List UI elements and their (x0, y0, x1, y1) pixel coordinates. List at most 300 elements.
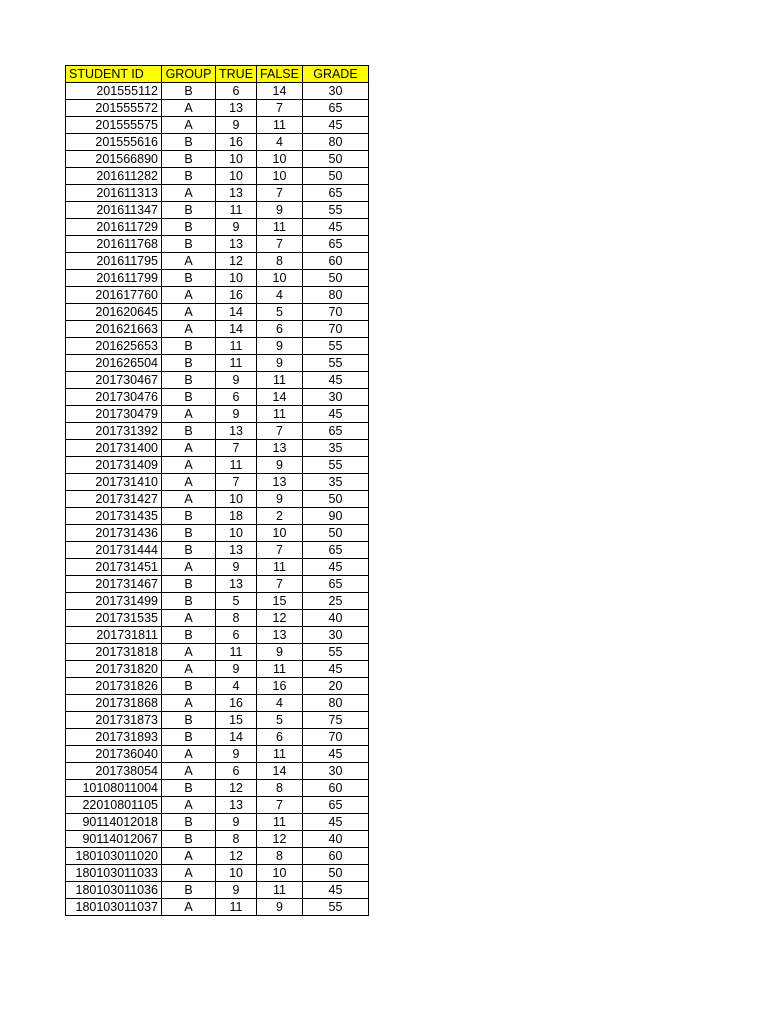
grade-cell[interactable]: 55 (302, 899, 368, 916)
grade-cell[interactable]: 30 (302, 389, 368, 406)
group-cell[interactable]: B (162, 542, 216, 559)
true-cell[interactable]: 9 (216, 746, 257, 763)
true-cell[interactable]: 11 (216, 644, 257, 661)
true-cell[interactable]: 11 (216, 899, 257, 916)
table-row (66, 304, 369, 321)
student-id-cell[interactable]: 201731499 (66, 593, 162, 610)
false-cell[interactable]: 12 (257, 610, 303, 627)
student-id-cell[interactable]: 201731409 (66, 457, 162, 474)
true-cell[interactable]: 9 (216, 814, 257, 831)
false-cell[interactable]: 13 (257, 440, 303, 457)
student-id-cell[interactable]: 201555112 (66, 83, 162, 100)
student-id-cell[interactable]: 201621663 (66, 321, 162, 338)
student-id-cell[interactable]: 201731444 (66, 542, 162, 559)
grade-cell[interactable]: 50 (302, 168, 368, 185)
grade-cell[interactable]: 60 (302, 253, 368, 270)
table-row (66, 678, 369, 695)
table-row (66, 559, 369, 576)
student-id-cell[interactable]: 201611799 (66, 270, 162, 287)
column-header-false[interactable]: FALSE (257, 66, 303, 83)
table-row (66, 100, 369, 117)
student-id-cell[interactable]: 201611282 (66, 168, 162, 185)
true-cell[interactable]: 9 (216, 219, 257, 236)
false-cell[interactable]: 7 (257, 423, 303, 440)
student-id-cell[interactable]: 201620645 (66, 304, 162, 321)
true-cell[interactable]: 6 (216, 83, 257, 100)
table-row (66, 83, 369, 100)
grade-cell[interactable]: 20 (302, 678, 368, 695)
false-cell[interactable]: 11 (257, 117, 303, 134)
group-cell[interactable]: B (162, 780, 216, 797)
false-cell[interactable]: 7 (257, 542, 303, 559)
false-cell[interactable]: 11 (257, 661, 303, 678)
group-cell[interactable]: B (162, 814, 216, 831)
group-cell[interactable]: B (162, 882, 216, 899)
group-cell[interactable]: B (162, 678, 216, 695)
false-cell[interactable]: 14 (257, 389, 303, 406)
grade-cell[interactable]: 50 (302, 151, 368, 168)
student-id-cell[interactable]: 201731435 (66, 508, 162, 525)
grade-cell[interactable]: 70 (302, 304, 368, 321)
false-cell[interactable]: 10 (257, 525, 303, 542)
true-cell[interactable]: 12 (216, 253, 257, 270)
student-id-cell[interactable]: 90114012067 (66, 831, 162, 848)
group-cell[interactable]: A (162, 440, 216, 457)
grade-cell[interactable]: 55 (302, 202, 368, 219)
group-cell[interactable]: B (162, 508, 216, 525)
table-row (66, 593, 369, 610)
table-row (66, 627, 369, 644)
group-cell[interactable]: B (162, 202, 216, 219)
student-id-cell[interactable]: 180103011036 (66, 882, 162, 899)
student-id-cell[interactable]: 201617760 (66, 287, 162, 304)
false-cell[interactable]: 5 (257, 712, 303, 729)
false-cell[interactable]: 7 (257, 236, 303, 253)
grade-cell[interactable]: 70 (302, 321, 368, 338)
true-cell[interactable]: 11 (216, 338, 257, 355)
group-cell[interactable]: A (162, 610, 216, 627)
group-cell[interactable]: B (162, 338, 216, 355)
true-cell[interactable]: 6 (216, 389, 257, 406)
student-id-cell[interactable]: 201731818 (66, 644, 162, 661)
table-row (66, 525, 369, 542)
true-cell[interactable]: 6 (216, 763, 257, 780)
true-cell[interactable]: 11 (216, 457, 257, 474)
table-row (66, 882, 369, 899)
table-row (66, 423, 369, 440)
grade-cell[interactable]: 40 (302, 610, 368, 627)
student-id-cell[interactable]: 201611795 (66, 253, 162, 270)
grade-cell[interactable]: 40 (302, 831, 368, 848)
false-cell[interactable]: 11 (257, 882, 303, 899)
table-row (66, 542, 369, 559)
student-id-cell[interactable]: 180103011020 (66, 848, 162, 865)
group-cell[interactable]: A (162, 406, 216, 423)
false-cell[interactable]: 7 (257, 185, 303, 202)
group-cell[interactable]: B (162, 712, 216, 729)
student-id-cell[interactable]: 201626504 (66, 355, 162, 372)
false-cell[interactable]: 7 (257, 576, 303, 593)
false-cell[interactable]: 4 (257, 695, 303, 712)
false-cell[interactable]: 10 (257, 168, 303, 185)
group-cell[interactable]: A (162, 185, 216, 202)
student-id-cell[interactable]: 201566890 (66, 151, 162, 168)
column-header-true[interactable]: TRUE (216, 66, 257, 83)
true-cell[interactable]: 7 (216, 440, 257, 457)
group-cell[interactable]: B (162, 593, 216, 610)
false-cell[interactable]: 5 (257, 304, 303, 321)
group-cell[interactable]: B (162, 423, 216, 440)
true-cell[interactable]: 9 (216, 406, 257, 423)
table-row (66, 610, 369, 627)
group-cell[interactable]: B (162, 151, 216, 168)
group-cell[interactable]: A (162, 491, 216, 508)
grade-cell[interactable]: 35 (302, 474, 368, 491)
table-row (66, 287, 369, 304)
table-row (66, 661, 369, 678)
false-cell[interactable]: 14 (257, 83, 303, 100)
student-id-cell[interactable]: 201731826 (66, 678, 162, 695)
table-row (66, 440, 369, 457)
true-cell[interactable]: 10 (216, 151, 257, 168)
grade-cell[interactable]: 90 (302, 508, 368, 525)
table-row (66, 219, 369, 236)
grade-cell[interactable]: 45 (302, 559, 368, 576)
false-cell[interactable]: 13 (257, 474, 303, 491)
student-id-cell[interactable]: 201611347 (66, 202, 162, 219)
group-cell[interactable]: A (162, 763, 216, 780)
student-id-cell[interactable]: 201731811 (66, 627, 162, 644)
true-cell[interactable]: 10 (216, 270, 257, 287)
student-id-cell[interactable]: 90114012018 (66, 814, 162, 831)
group-cell[interactable]: B (162, 389, 216, 406)
group-cell[interactable]: A (162, 457, 216, 474)
grades-table (65, 65, 369, 916)
table-row (66, 253, 369, 270)
true-cell[interactable]: 13 (216, 100, 257, 117)
group-cell[interactable]: B (162, 236, 216, 253)
false-cell[interactable]: 11 (257, 746, 303, 763)
table-row (66, 848, 369, 865)
false-cell[interactable]: 8 (257, 253, 303, 270)
group-cell[interactable]: A (162, 253, 216, 270)
false-cell[interactable]: 15 (257, 593, 303, 610)
table-row (66, 151, 369, 168)
false-cell[interactable]: 9 (257, 202, 303, 219)
group-cell[interactable]: B (162, 576, 216, 593)
true-cell[interactable]: 13 (216, 542, 257, 559)
column-header-student-id[interactable]: STUDENT ID (66, 66, 162, 83)
group-cell[interactable]: A (162, 304, 216, 321)
table-row (66, 457, 369, 474)
true-cell[interactable]: 16 (216, 134, 257, 151)
true-cell[interactable]: 13 (216, 185, 257, 202)
grade-cell[interactable]: 50 (302, 491, 368, 508)
table-row (66, 797, 369, 814)
true-cell[interactable]: 4 (216, 678, 257, 695)
true-cell[interactable]: 13 (216, 797, 257, 814)
grade-cell[interactable]: 65 (302, 542, 368, 559)
true-cell[interactable]: 12 (216, 780, 257, 797)
true-cell[interactable]: 5 (216, 593, 257, 610)
grade-cell[interactable]: 50 (302, 270, 368, 287)
true-cell[interactable]: 9 (216, 372, 257, 389)
false-cell[interactable]: 14 (257, 763, 303, 780)
grade-cell[interactable]: 25 (302, 593, 368, 610)
group-cell[interactable]: B (162, 831, 216, 848)
student-id-cell[interactable]: 201731427 (66, 491, 162, 508)
true-cell[interactable]: 13 (216, 423, 257, 440)
group-cell[interactable]: A (162, 100, 216, 117)
true-cell[interactable]: 13 (216, 576, 257, 593)
true-cell[interactable]: 9 (216, 117, 257, 134)
student-id-cell[interactable]: 22010801105 (66, 797, 162, 814)
grade-cell[interactable]: 45 (302, 746, 368, 763)
false-cell[interactable]: 9 (257, 491, 303, 508)
table-row (66, 321, 369, 338)
true-cell[interactable]: 10 (216, 491, 257, 508)
student-id-cell[interactable]: 201730467 (66, 372, 162, 389)
true-cell[interactable]: 14 (216, 729, 257, 746)
student-id-cell[interactable]: 201625653 (66, 338, 162, 355)
grade-cell[interactable]: 70 (302, 729, 368, 746)
group-cell[interactable]: A (162, 848, 216, 865)
grade-cell[interactable]: 30 (302, 763, 368, 780)
table-row (66, 491, 369, 508)
column-header-group[interactable]: GROUP (162, 66, 216, 83)
table-row (66, 899, 369, 916)
grade-cell[interactable]: 55 (302, 644, 368, 661)
true-cell[interactable]: 6 (216, 627, 257, 644)
group-cell[interactable]: A (162, 899, 216, 916)
grade-cell[interactable]: 65 (302, 423, 368, 440)
false-cell[interactable]: 9 (257, 899, 303, 916)
false-cell[interactable]: 4 (257, 287, 303, 304)
grade-cell[interactable]: 50 (302, 525, 368, 542)
true-cell[interactable]: 8 (216, 831, 257, 848)
false-cell[interactable]: 16 (257, 678, 303, 695)
student-id-cell[interactable]: 201731392 (66, 423, 162, 440)
grade-cell[interactable]: 65 (302, 797, 368, 814)
false-cell[interactable]: 8 (257, 848, 303, 865)
false-cell[interactable]: 4 (257, 134, 303, 151)
false-cell[interactable]: 9 (257, 355, 303, 372)
grade-cell[interactable]: 45 (302, 814, 368, 831)
table-row (66, 644, 369, 661)
false-cell[interactable]: 2 (257, 508, 303, 525)
table-row (66, 406, 369, 423)
true-cell[interactable]: 12 (216, 848, 257, 865)
group-cell[interactable]: A (162, 559, 216, 576)
student-id-cell[interactable]: 201731868 (66, 695, 162, 712)
student-id-cell[interactable]: 201555575 (66, 117, 162, 134)
false-cell[interactable]: 7 (257, 797, 303, 814)
grade-cell[interactable]: 80 (302, 695, 368, 712)
student-id-cell[interactable]: 201730476 (66, 389, 162, 406)
student-id-cell[interactable]: 201731873 (66, 712, 162, 729)
group-cell[interactable]: B (162, 168, 216, 185)
grade-cell[interactable]: 45 (302, 372, 368, 389)
group-cell[interactable]: B (162, 372, 216, 389)
true-cell[interactable]: 15 (216, 712, 257, 729)
false-cell[interactable]: 11 (257, 372, 303, 389)
header-row (66, 66, 369, 83)
student-id-cell[interactable]: 180103011037 (66, 899, 162, 916)
grade-cell[interactable]: 55 (302, 338, 368, 355)
grade-cell[interactable]: 55 (302, 457, 368, 474)
table-row (66, 185, 369, 202)
grade-cell[interactable]: 60 (302, 848, 368, 865)
false-cell[interactable]: 11 (257, 559, 303, 576)
true-cell[interactable]: 10 (216, 525, 257, 542)
true-cell[interactable]: 14 (216, 304, 257, 321)
grade-cell[interactable]: 65 (302, 185, 368, 202)
group-cell[interactable]: B (162, 83, 216, 100)
student-id-cell[interactable]: 201611313 (66, 185, 162, 202)
grade-cell[interactable]: 80 (302, 134, 368, 151)
table-row (66, 865, 369, 882)
table-row (66, 270, 369, 287)
true-cell[interactable]: 11 (216, 202, 257, 219)
false-cell[interactable]: 7 (257, 100, 303, 117)
group-cell[interactable]: B (162, 525, 216, 542)
true-cell[interactable]: 16 (216, 695, 257, 712)
student-id-cell[interactable]: 201611729 (66, 219, 162, 236)
true-cell[interactable]: 14 (216, 321, 257, 338)
group-cell[interactable]: A (162, 746, 216, 763)
grade-cell[interactable]: 45 (302, 117, 368, 134)
grade-cell[interactable]: 65 (302, 576, 368, 593)
grade-cell[interactable]: 55 (302, 355, 368, 372)
student-id-cell[interactable]: 201730479 (66, 406, 162, 423)
student-id-cell[interactable]: 201731451 (66, 559, 162, 576)
group-cell[interactable]: B (162, 355, 216, 372)
table-row (66, 389, 369, 406)
table-row (66, 576, 369, 593)
table-row (66, 474, 369, 491)
false-cell[interactable]: 9 (257, 644, 303, 661)
student-id-cell[interactable]: 201738054 (66, 763, 162, 780)
true-cell[interactable]: 9 (216, 882, 257, 899)
table-row (66, 695, 369, 712)
student-id-cell[interactable]: 201731436 (66, 525, 162, 542)
column-header-grade[interactable]: GRADE (302, 66, 368, 83)
table-row (66, 763, 369, 780)
table-row (66, 117, 369, 134)
grade-cell[interactable]: 45 (302, 661, 368, 678)
false-cell[interactable]: 8 (257, 780, 303, 797)
group-cell[interactable]: A (162, 321, 216, 338)
group-cell[interactable]: A (162, 117, 216, 134)
student-id-cell[interactable]: 201731467 (66, 576, 162, 593)
grade-cell[interactable]: 65 (302, 100, 368, 117)
true-cell[interactable]: 10 (216, 168, 257, 185)
table-row (66, 168, 369, 185)
grade-cell[interactable]: 65 (302, 236, 368, 253)
grade-cell[interactable]: 30 (302, 627, 368, 644)
false-cell[interactable]: 9 (257, 338, 303, 355)
true-cell[interactable]: 18 (216, 508, 257, 525)
true-cell[interactable]: 9 (216, 661, 257, 678)
table-row (66, 134, 369, 151)
grade-cell[interactable]: 45 (302, 219, 368, 236)
grade-cell[interactable]: 75 (302, 712, 368, 729)
group-cell[interactable]: A (162, 644, 216, 661)
group-cell[interactable]: A (162, 287, 216, 304)
false-cell[interactable]: 13 (257, 627, 303, 644)
true-cell[interactable]: 9 (216, 559, 257, 576)
false-cell[interactable]: 6 (257, 729, 303, 746)
group-cell[interactable]: A (162, 661, 216, 678)
student-id-cell[interactable]: 201731535 (66, 610, 162, 627)
group-cell[interactable]: B (162, 270, 216, 287)
group-cell[interactable]: B (162, 219, 216, 236)
table-row (66, 202, 369, 219)
grade-cell[interactable]: 45 (302, 406, 368, 423)
table-row (66, 814, 369, 831)
student-id-cell[interactable]: 201731820 (66, 661, 162, 678)
false-cell[interactable]: 6 (257, 321, 303, 338)
table-row (66, 236, 369, 253)
false-cell[interactable]: 10 (257, 270, 303, 287)
true-cell[interactable]: 10 (216, 865, 257, 882)
table-row (66, 746, 369, 763)
grade-cell[interactable]: 45 (302, 882, 368, 899)
false-cell[interactable]: 11 (257, 219, 303, 236)
grade-cell[interactable]: 35 (302, 440, 368, 457)
grade-cell[interactable]: 30 (302, 83, 368, 100)
table-row (66, 831, 369, 848)
student-id-cell[interactable]: 201736040 (66, 746, 162, 763)
grade-cell[interactable]: 80 (302, 287, 368, 304)
true-cell[interactable]: 11 (216, 355, 257, 372)
group-cell[interactable]: B (162, 729, 216, 746)
true-cell[interactable]: 7 (216, 474, 257, 491)
false-cell[interactable]: 9 (257, 457, 303, 474)
false-cell[interactable]: 11 (257, 814, 303, 831)
group-cell[interactable]: A (162, 797, 216, 814)
group-cell[interactable]: B (162, 134, 216, 151)
student-id-cell[interactable]: 201731400 (66, 440, 162, 457)
true-cell[interactable]: 16 (216, 287, 257, 304)
student-id-cell[interactable]: 180103011033 (66, 865, 162, 882)
grade-cell[interactable]: 60 (302, 780, 368, 797)
true-cell[interactable]: 13 (216, 236, 257, 253)
true-cell[interactable]: 8 (216, 610, 257, 627)
table-row (66, 712, 369, 729)
false-cell[interactable]: 12 (257, 831, 303, 848)
group-cell[interactable]: A (162, 695, 216, 712)
group-cell[interactable]: B (162, 627, 216, 644)
table-row (66, 355, 369, 372)
table-row (66, 780, 369, 797)
group-cell[interactable]: A (162, 865, 216, 882)
false-cell[interactable]: 11 (257, 406, 303, 423)
student-id-cell[interactable]: 201555572 (66, 100, 162, 117)
student-id-cell[interactable]: 201555616 (66, 134, 162, 151)
table-row (66, 338, 369, 355)
grade-cell[interactable]: 50 (302, 865, 368, 882)
table-row (66, 508, 369, 525)
student-id-cell[interactable]: 10108011004 (66, 780, 162, 797)
student-id-cell[interactable]: 201731893 (66, 729, 162, 746)
false-cell[interactable]: 10 (257, 865, 303, 882)
student-id-cell[interactable]: 201611768 (66, 236, 162, 253)
student-id-cell[interactable]: 201731410 (66, 474, 162, 491)
table-row (66, 372, 369, 389)
false-cell[interactable]: 10 (257, 151, 303, 168)
group-cell[interactable]: A (162, 474, 216, 491)
